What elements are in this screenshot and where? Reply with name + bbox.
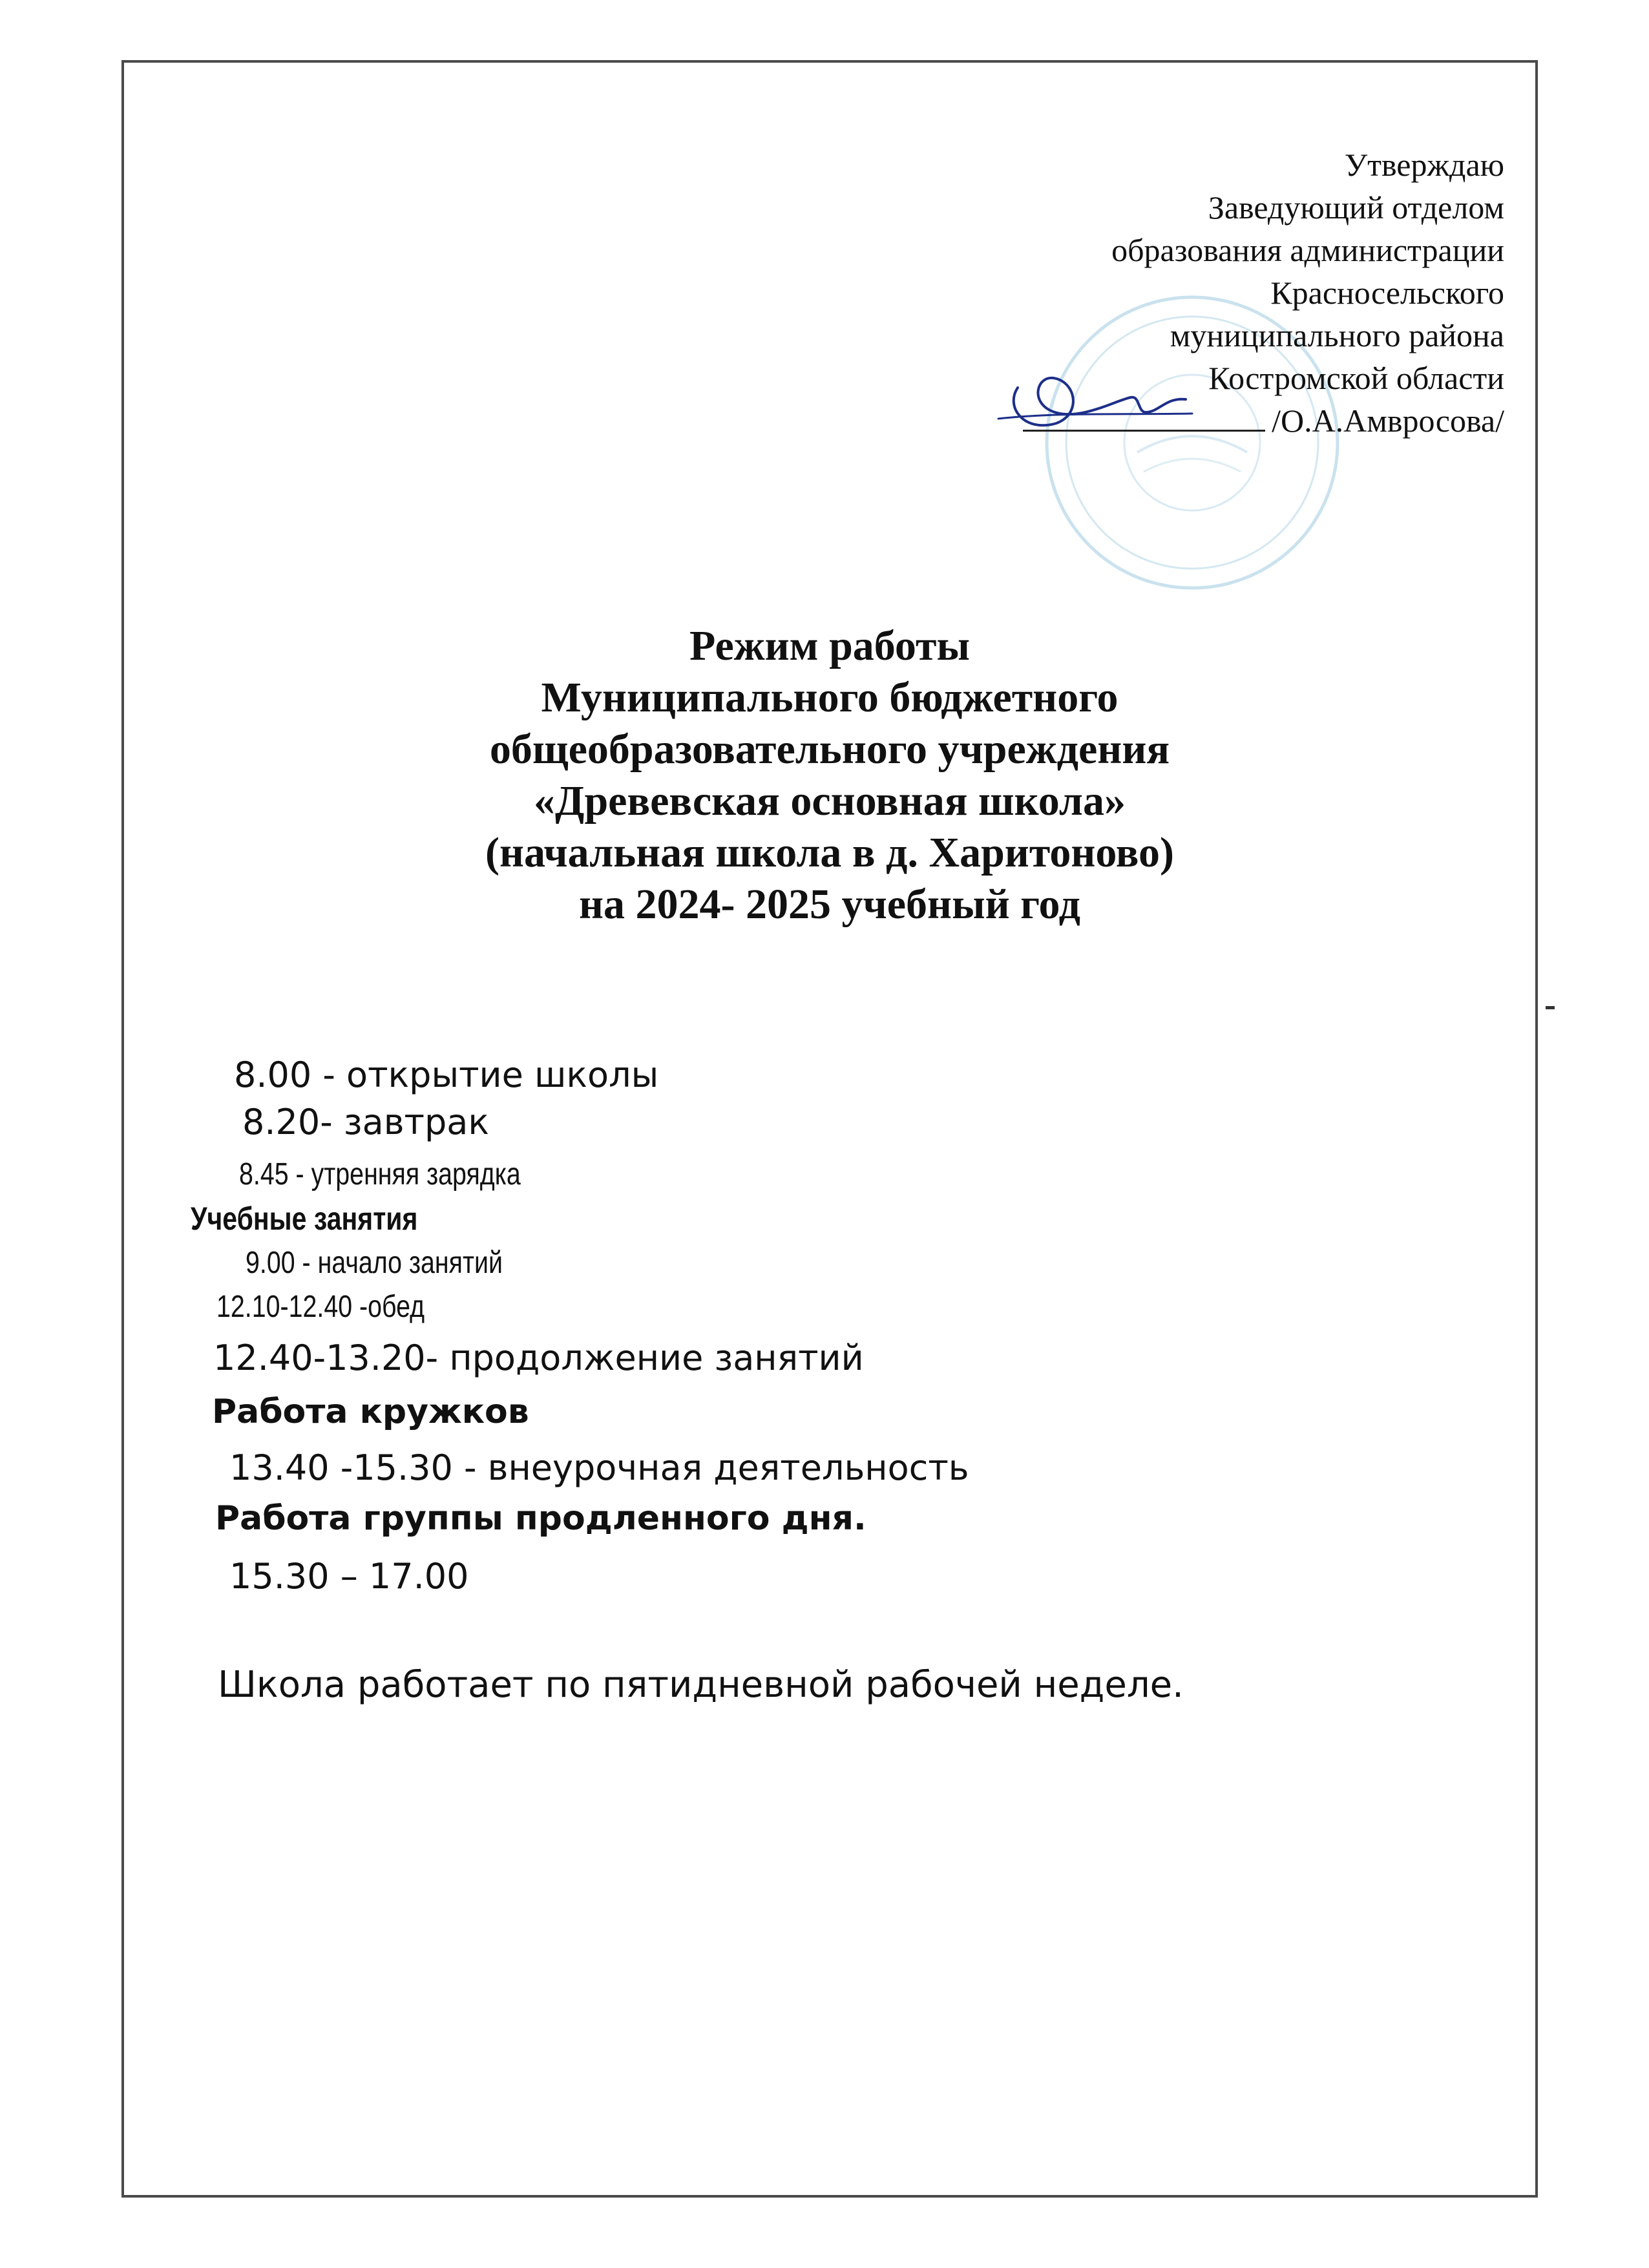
title-line: общеобразовательного учреждения (489, 726, 1170, 773)
title-line: (начальная школа в д. Харитоново) (485, 829, 1174, 876)
approval-line: Заведующий отделом (1208, 189, 1504, 226)
schedule-lunch: 12.10-12.40 -обед (216, 1290, 425, 1324)
clubs-heading: Работа кружков (212, 1392, 529, 1431)
approval-line: Красносельского (1270, 275, 1504, 311)
approval-line: Утверждаю (1344, 147, 1504, 183)
schedule-opening: 8.00 - открытие школы (234, 1055, 659, 1095)
schedule-extracurricular: 13.40 -15.30 - внеурочная деятельность (229, 1447, 969, 1488)
schedule-lessons-start: 9.00 - начало занятий (246, 1246, 503, 1280)
schedule-lessons-continue: 12.40-13.20- продолжение занятий (213, 1338, 864, 1378)
schedule-afterschool-time: 15.30 – 17.00 (229, 1556, 469, 1597)
approval-line: образования администрации (1111, 232, 1504, 268)
title-line: Муниципального бюджетного (541, 674, 1119, 721)
week-note: Школа работает по пятидневной рабочей неделе. (218, 1664, 1184, 1706)
title-line: на 2024- 2025 учебный год (579, 881, 1080, 928)
approval-line: муниципального района (1170, 317, 1504, 353)
afterschool-heading: Работа группы продленного дня. (215, 1499, 867, 1538)
schedule-breakfast: 8.20- завтрак (242, 1102, 489, 1142)
lessons-heading: Учебные занятия (191, 1201, 418, 1237)
approval-line: Костромской области (1208, 360, 1504, 396)
title-line: «Древевская основная школа» (534, 777, 1126, 824)
signatory-name: /О.А.Амвросова/ (1272, 403, 1504, 439)
schedule-exercise: 8.45 - утренняя зарядка (239, 1157, 521, 1192)
title-line: Режим работы (689, 622, 970, 669)
